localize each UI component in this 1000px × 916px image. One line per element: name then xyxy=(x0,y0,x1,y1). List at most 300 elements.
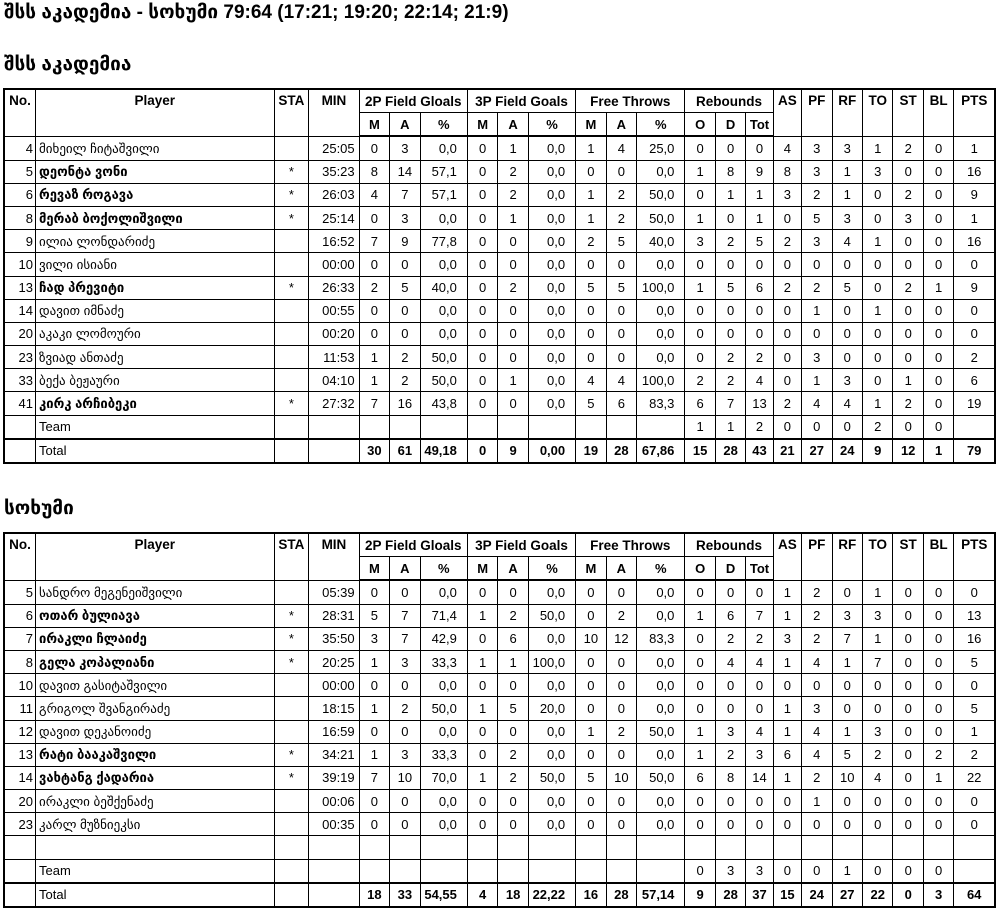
empty-cell xyxy=(954,859,995,883)
stat-to: 4 xyxy=(862,766,892,789)
stat-p3m: 0 xyxy=(467,136,497,160)
player-number: 5 xyxy=(4,580,36,604)
stat-pf: 0 xyxy=(802,813,832,836)
stat-ro: 6 xyxy=(685,766,715,789)
total-as: 15 xyxy=(773,883,801,907)
player-name: ირაკლი ჩლაიძე xyxy=(36,627,275,650)
stat-ftm: 1 xyxy=(576,206,606,229)
player-number: 10 xyxy=(4,253,36,276)
minutes: 39:19 xyxy=(309,766,359,789)
empty-cell xyxy=(359,836,389,859)
total-ftp: 67,86 xyxy=(637,439,685,463)
minutes: 34:21 xyxy=(309,743,359,766)
subheader-m: M xyxy=(359,557,389,581)
subheader-percent: % xyxy=(420,113,467,137)
player-name: ილია ლონდარიძე xyxy=(36,230,275,253)
stat-fta: 2 xyxy=(606,720,636,743)
stat-p3p: 0,0 xyxy=(528,276,575,299)
stat-st: 0 xyxy=(893,230,923,253)
stat-p2p: 33,3 xyxy=(420,650,467,673)
stat-bl: 0 xyxy=(923,183,953,206)
header-rebounds: Rebounds xyxy=(685,89,773,113)
stat-pf: 3 xyxy=(802,346,832,369)
game-title: შსს აკადემია - სოხუმი 79:64 (17:21; 19:20; 22:14; 21:9) xyxy=(4,2,509,23)
stat-ro: 0 xyxy=(685,346,715,369)
player-name: რატი ბააკაშვილი xyxy=(36,743,275,766)
table-row xyxy=(4,604,995,627)
stat-rd: 3 xyxy=(715,859,745,883)
stat-pts: 19 xyxy=(954,392,995,415)
minutes: 26:03 xyxy=(309,183,359,206)
minutes: 11:53 xyxy=(309,346,359,369)
stat-rd: 5 xyxy=(715,276,745,299)
total-label: Total xyxy=(36,883,275,907)
team-row-label: Team xyxy=(36,859,275,883)
empty-cell xyxy=(715,836,745,859)
stat-ro: 1 xyxy=(685,160,715,183)
empty-cell xyxy=(773,836,801,859)
stat-rd: 8 xyxy=(715,766,745,789)
stat-to: 0 xyxy=(862,322,892,345)
empty-cell xyxy=(309,859,359,883)
stat-p2a: 7 xyxy=(390,183,420,206)
total-pts: 79 xyxy=(954,439,995,463)
empty-cell xyxy=(4,836,36,859)
stat-bl: 0 xyxy=(923,160,953,183)
stat-ftp: 0,0 xyxy=(637,322,685,345)
stat-p3a: 1 xyxy=(498,136,528,160)
stat-p2m: 0 xyxy=(359,720,389,743)
stat-to: 7 xyxy=(862,650,892,673)
stat-fta: 12 xyxy=(606,627,636,650)
stat-p3p: 0,0 xyxy=(528,206,575,229)
stat-rt: 2 xyxy=(746,627,773,650)
empty-cell xyxy=(390,836,420,859)
starter-mark xyxy=(274,322,309,345)
stat-p2a: 9 xyxy=(390,230,420,253)
stat-rd: 0 xyxy=(715,322,745,345)
stat-p2p: 43,8 xyxy=(420,392,467,415)
stat-p2a: 5 xyxy=(390,276,420,299)
header-bl: BL xyxy=(923,533,953,580)
team-row xyxy=(4,859,995,883)
total-ro: 9 xyxy=(685,883,715,907)
stat-p3a: 1 xyxy=(498,650,528,673)
stat-as: 4 xyxy=(773,136,801,160)
stat-p3a: 1 xyxy=(498,369,528,392)
stat-ftp: 0,0 xyxy=(637,604,685,627)
stat-rt: 0 xyxy=(746,253,773,276)
stat-rd: 2 xyxy=(715,627,745,650)
player-name: ბექა ბეჟაური xyxy=(36,369,275,392)
stat-bl: 0 xyxy=(923,674,953,697)
stat-p3a: 2 xyxy=(498,183,528,206)
empty-cell xyxy=(390,859,420,883)
player-number: 12 xyxy=(4,720,36,743)
empty-row xyxy=(4,836,995,859)
table-row xyxy=(4,136,995,160)
table-row xyxy=(4,206,995,229)
stat-ftp: 83,3 xyxy=(637,627,685,650)
empty-cell xyxy=(606,415,636,439)
stat-bl: 0 xyxy=(923,627,953,650)
table-row xyxy=(4,392,995,415)
stat-pts: 0 xyxy=(954,299,995,322)
stat-p3p: 0,0 xyxy=(528,322,575,345)
empty-cell xyxy=(274,836,309,859)
starter-mark: * xyxy=(274,160,309,183)
empty-cell xyxy=(420,836,467,859)
total-row xyxy=(4,883,995,907)
stat-pf: 3 xyxy=(802,160,832,183)
player-number: 8 xyxy=(4,650,36,673)
subheader-a: A xyxy=(390,113,420,137)
stat-p2m: 5 xyxy=(359,604,389,627)
stat-ftm: 5 xyxy=(576,392,606,415)
stat-ftp: 0,0 xyxy=(637,674,685,697)
stat-ftm: 0 xyxy=(576,790,606,813)
stat-ftm: 1 xyxy=(576,136,606,160)
starter-mark: * xyxy=(274,604,309,627)
empty-cell xyxy=(467,859,497,883)
starter-mark xyxy=(274,813,309,836)
stat-rd: 6 xyxy=(715,604,745,627)
player-name: ვილი ისიანი xyxy=(36,253,275,276)
starter-mark xyxy=(274,230,309,253)
subheader-percent: % xyxy=(528,557,575,581)
total-fta: 28 xyxy=(606,883,636,907)
stat-fta: 0 xyxy=(606,813,636,836)
empty-cell xyxy=(637,859,685,883)
empty-cell xyxy=(893,836,923,859)
stat-p2p: 0,0 xyxy=(420,790,467,813)
stat-pf: 2 xyxy=(802,766,832,789)
stat-p3m: 0 xyxy=(467,230,497,253)
player-number: 5 xyxy=(4,160,36,183)
stat-rt: 0 xyxy=(746,322,773,345)
stat-as: 0 xyxy=(773,322,801,345)
stat-p3p: 0,0 xyxy=(528,580,575,604)
stat-to: 0 xyxy=(862,369,892,392)
header-no: No. xyxy=(4,533,36,580)
stat-p3p: 0,0 xyxy=(528,743,575,766)
stat-p3a: 1 xyxy=(498,206,528,229)
empty-cell xyxy=(576,415,606,439)
starter-mark xyxy=(274,299,309,322)
stat-p2a: 2 xyxy=(390,369,420,392)
header-free-throws: Free Throws xyxy=(576,533,685,557)
stat-rd: 4 xyxy=(715,650,745,673)
table-row xyxy=(4,813,995,836)
stat-p2a: 0 xyxy=(390,299,420,322)
stat-fta: 2 xyxy=(606,604,636,627)
stat-rd: 0 xyxy=(715,206,745,229)
player-name: აკაკი ლომოური xyxy=(36,322,275,345)
stat-p3p: 0,0 xyxy=(528,627,575,650)
stat-as: 0 xyxy=(773,299,801,322)
stat-p3a: 0 xyxy=(498,813,528,836)
stat-p3a: 0 xyxy=(498,790,528,813)
stat-p2p: 0,0 xyxy=(420,136,467,160)
stat-p3p: 50,0 xyxy=(528,604,575,627)
empty-cell xyxy=(420,859,467,883)
stat-rf: 1 xyxy=(832,160,862,183)
player-name: რევაზ როგავა xyxy=(36,183,275,206)
stat-rd: 2 xyxy=(715,346,745,369)
total-p2a: 61 xyxy=(390,439,420,463)
stat-p3p: 0,0 xyxy=(528,253,575,276)
stat-p3p: 0,0 xyxy=(528,674,575,697)
stat-st: 2 xyxy=(893,183,923,206)
stat-pts: 1 xyxy=(954,206,995,229)
stat-rd: 7 xyxy=(715,392,745,415)
starter-mark xyxy=(274,790,309,813)
stat-ro: 0 xyxy=(685,627,715,650)
stat-st: 0 xyxy=(893,160,923,183)
stat-st: 0 xyxy=(893,580,923,604)
stat-bl: 0 xyxy=(923,392,953,415)
stat-pts: 13 xyxy=(954,604,995,627)
stat-pf: 1 xyxy=(802,369,832,392)
total-p3m: 0 xyxy=(467,439,497,463)
stat-p2p: 0,0 xyxy=(420,299,467,322)
total-ftp: 57,14 xyxy=(637,883,685,907)
stat-ftm: 10 xyxy=(576,627,606,650)
total-rd: 28 xyxy=(715,439,745,463)
stat-to: 0 xyxy=(862,276,892,299)
header-3p-field-goals: 3P Field Goals xyxy=(467,89,575,113)
header-bl: BL xyxy=(923,89,953,136)
header-2p-field-goals: 2P Field Gloals xyxy=(359,533,467,557)
stat-pts: 16 xyxy=(954,230,995,253)
stat-p2p: 77,8 xyxy=(420,230,467,253)
total-pf: 24 xyxy=(802,883,832,907)
stat-fta: 0 xyxy=(606,790,636,813)
starter-mark: * xyxy=(274,650,309,673)
total-ftm: 19 xyxy=(576,439,606,463)
stat-st: 0 xyxy=(893,627,923,650)
empty-cell xyxy=(637,415,685,439)
stat-ftm: 0 xyxy=(576,299,606,322)
stat-rf: 4 xyxy=(832,392,862,415)
player-name: დავით იმნაძე xyxy=(36,299,275,322)
stat-fta: 0 xyxy=(606,299,636,322)
stat-ro: 1 xyxy=(685,604,715,627)
table-row xyxy=(4,674,995,697)
stat-p2p: 0,0 xyxy=(420,253,467,276)
stat-as: 1 xyxy=(773,604,801,627)
stat-p2m: 8 xyxy=(359,160,389,183)
stat-p3p: 0,0 xyxy=(528,790,575,813)
stat-p3m: 0 xyxy=(467,276,497,299)
stat-rf: 1 xyxy=(832,859,862,883)
subheader-tot: Tot xyxy=(746,113,773,137)
player-name: კირკ არჩიბეკი xyxy=(36,392,275,415)
stat-ftp: 50,0 xyxy=(637,720,685,743)
empty-cell xyxy=(420,415,467,439)
stat-rt: 4 xyxy=(746,720,773,743)
table-row xyxy=(4,230,995,253)
empty-cell xyxy=(309,415,359,439)
total-p2m: 30 xyxy=(359,439,389,463)
empty-cell xyxy=(832,836,862,859)
stat-p3p: 0,0 xyxy=(528,392,575,415)
stat-p3a: 0 xyxy=(498,674,528,697)
stat-pts: 2 xyxy=(954,346,995,369)
header-to: TO xyxy=(862,533,892,580)
stat-rf: 0 xyxy=(832,697,862,720)
team-row xyxy=(4,415,995,439)
total-bl: 3 xyxy=(923,883,953,907)
starter-mark xyxy=(274,697,309,720)
stat-rt: 0 xyxy=(746,299,773,322)
table-row xyxy=(4,299,995,322)
stat-st: 0 xyxy=(893,766,923,789)
stat-ftp: 25,0 xyxy=(637,136,685,160)
stat-p2p: 71,4 xyxy=(420,604,467,627)
stat-rd: 0 xyxy=(715,674,745,697)
stat-p3a: 2 xyxy=(498,604,528,627)
stat-st: 0 xyxy=(893,322,923,345)
stat-p2p: 50,0 xyxy=(420,369,467,392)
stat-rf: 0 xyxy=(832,674,862,697)
player-number: 23 xyxy=(4,346,36,369)
stat-p3p: 0,0 xyxy=(528,369,575,392)
stat-to: 3 xyxy=(862,160,892,183)
stat-ro: 0 xyxy=(685,322,715,345)
stat-as: 1 xyxy=(773,697,801,720)
stat-pts: 1 xyxy=(954,720,995,743)
stat-ftp: 0,0 xyxy=(637,650,685,673)
table-row xyxy=(4,743,995,766)
stat-as: 0 xyxy=(773,790,801,813)
stat-rd: 0 xyxy=(715,299,745,322)
stat-ro: 2 xyxy=(685,369,715,392)
player-name: ჩად პრევიტი xyxy=(36,276,275,299)
stat-ro: 1 xyxy=(685,206,715,229)
empty-cell xyxy=(576,836,606,859)
stat-pts: 6 xyxy=(954,369,995,392)
subheader-m: M xyxy=(467,113,497,137)
stat-to: 1 xyxy=(862,627,892,650)
table-row xyxy=(4,766,995,789)
stat-p2p: 42,9 xyxy=(420,627,467,650)
empty-cell xyxy=(606,859,636,883)
empty-cell xyxy=(576,859,606,883)
stat-st: 1 xyxy=(893,369,923,392)
minutes: 26:33 xyxy=(309,276,359,299)
stat-pts: 5 xyxy=(954,697,995,720)
stat-p2p: 0,0 xyxy=(420,206,467,229)
player-number: 13 xyxy=(4,743,36,766)
stat-rd: 0 xyxy=(715,580,745,604)
stat-p2p: 0,0 xyxy=(420,813,467,836)
table-row xyxy=(4,369,995,392)
header-2p-field-goals: 2P Field Gloals xyxy=(359,89,467,113)
header-to: TO xyxy=(862,89,892,136)
player-number: 20 xyxy=(4,790,36,813)
stat-ftm: 0 xyxy=(576,697,606,720)
stat-bl: 2 xyxy=(923,743,953,766)
empty-cell xyxy=(954,415,995,439)
stat-bl: 0 xyxy=(923,230,953,253)
stat-as: 1 xyxy=(773,766,801,789)
stat-pts: 0 xyxy=(954,790,995,813)
header-min: MIN xyxy=(309,89,359,136)
stat-rt: 0 xyxy=(746,136,773,160)
empty-cell xyxy=(802,836,832,859)
stat-ftp: 100,0 xyxy=(637,276,685,299)
stat-rd: 0 xyxy=(715,136,745,160)
stat-rf: 0 xyxy=(832,580,862,604)
stat-rf: 0 xyxy=(832,813,862,836)
stat-as: 0 xyxy=(773,674,801,697)
stat-p2m: 4 xyxy=(359,183,389,206)
stat-rd: 2 xyxy=(715,230,745,253)
stat-p3a: 5 xyxy=(498,697,528,720)
stat-pf: 3 xyxy=(802,136,832,160)
starter-mark: * xyxy=(274,206,309,229)
stat-st: 0 xyxy=(893,790,923,813)
stat-rt: 4 xyxy=(746,369,773,392)
player-name: გრიგოლ შვანგირაძე xyxy=(36,697,275,720)
stat-ftm: 0 xyxy=(576,813,606,836)
empty-cell xyxy=(528,836,575,859)
table-row xyxy=(4,183,995,206)
stat-rf: 7 xyxy=(832,627,862,650)
stat-p2p: 33,3 xyxy=(420,743,467,766)
stat-p2p: 70,0 xyxy=(420,766,467,789)
stat-bl: 0 xyxy=(923,206,953,229)
stat-p2a: 2 xyxy=(390,346,420,369)
stat-bl: 0 xyxy=(923,813,953,836)
total-bl: 1 xyxy=(923,439,953,463)
player-number: 20 xyxy=(4,322,36,345)
stat-ro: 0 xyxy=(685,650,715,673)
player-number: 33 xyxy=(4,369,36,392)
empty-cell xyxy=(309,439,359,463)
stat-p2m: 0 xyxy=(359,253,389,276)
player-name: ოთარ ბულიავა xyxy=(36,604,275,627)
stat-as: 0 xyxy=(773,859,801,883)
stat-as: 2 xyxy=(773,392,801,415)
minutes: 28:31 xyxy=(309,604,359,627)
empty-cell xyxy=(274,859,309,883)
stat-to: 3 xyxy=(862,604,892,627)
stat-st: 0 xyxy=(893,299,923,322)
stat-st: 0 xyxy=(893,697,923,720)
stat-p2m: 1 xyxy=(359,743,389,766)
stat-p3m: 1 xyxy=(467,697,497,720)
empty-cell xyxy=(528,415,575,439)
empty-cell xyxy=(359,859,389,883)
stat-ftm: 0 xyxy=(576,322,606,345)
stat-as: 3 xyxy=(773,627,801,650)
stat-p2a: 3 xyxy=(390,206,420,229)
subheader-m: M xyxy=(467,557,497,581)
team-heading: სოხუმი xyxy=(4,498,74,519)
starter-mark xyxy=(274,136,309,160)
stat-bl: 0 xyxy=(923,650,953,673)
stat-ftm: 2 xyxy=(576,230,606,253)
player-number: 4 xyxy=(4,136,36,160)
stat-p2m: 3 xyxy=(359,627,389,650)
stat-p2p: 57,1 xyxy=(420,183,467,206)
stat-ftm: 5 xyxy=(576,766,606,789)
stat-st: 2 xyxy=(893,136,923,160)
stat-ftp: 50,0 xyxy=(637,206,685,229)
player-number: 23 xyxy=(4,813,36,836)
